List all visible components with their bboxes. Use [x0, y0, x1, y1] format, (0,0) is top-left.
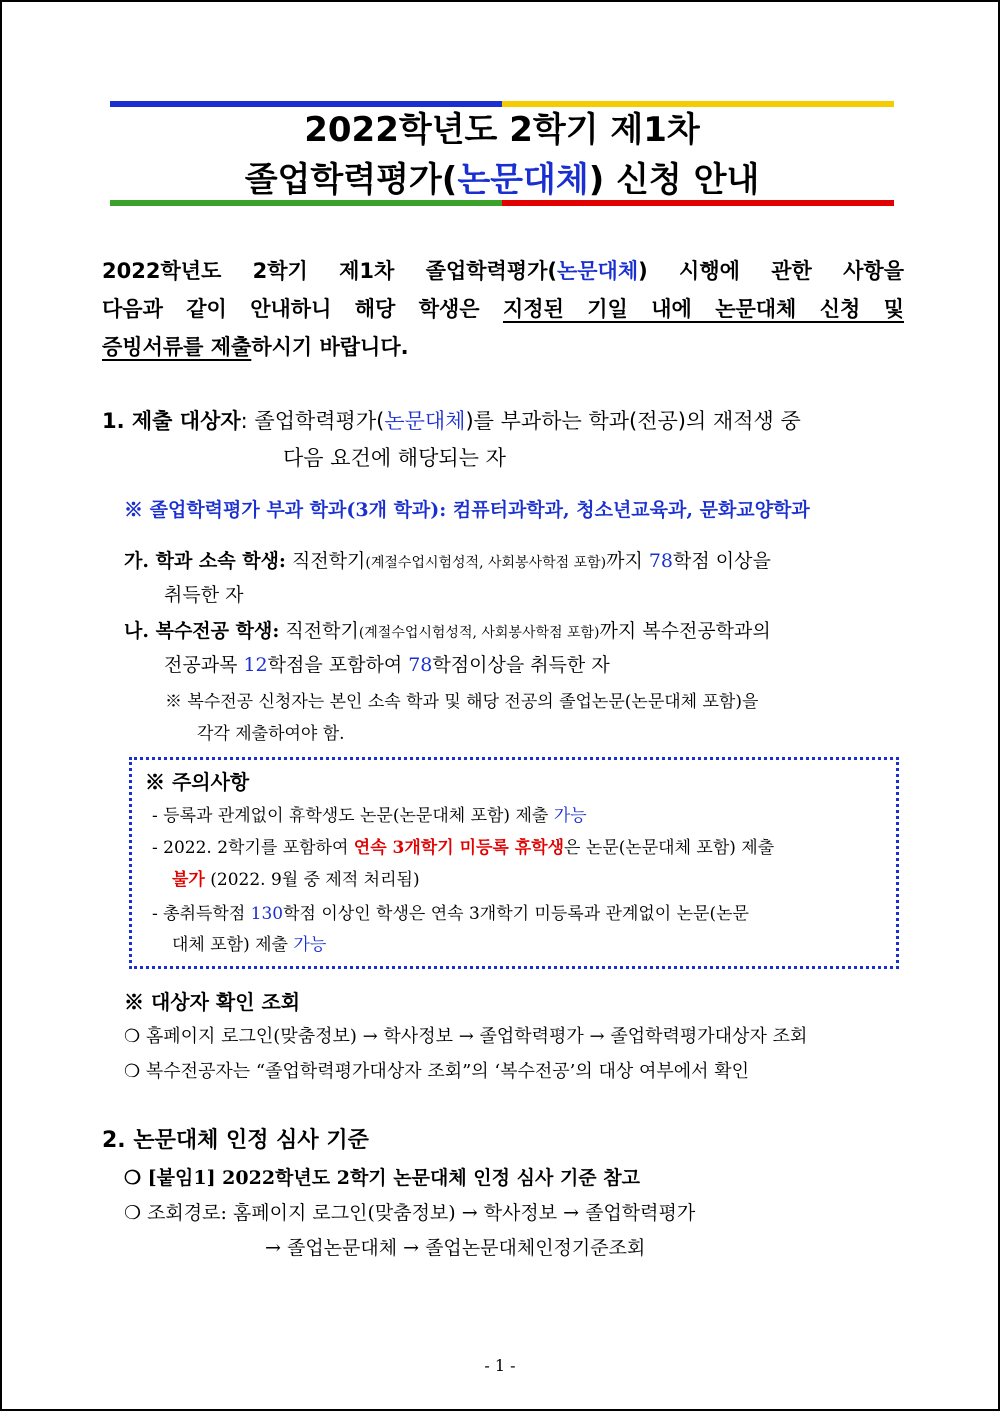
section2-item-2: ❍ 조회경로: 홈페이지 로그인(맞춤정보) → 학사정보 → 졸업학력평가	[124, 1202, 696, 1224]
section1-item-na-note: ※ 복수전공 신청자는 본인 소속 학과 및 해당 전공의 졸업논문(논문대체 포함)을	[165, 692, 759, 712]
section1-item-na-line-2: 전공과목 12학점을 포함하여 78학점이상을 취득한 자	[164, 654, 610, 676]
title-line-1: 2022학년도 2학기 제1차	[304, 110, 700, 150]
caution-item-2: - 2022. 2학기를 포함하여 연속 3개학기 미등록 휴학생은 논문(논문대체 포함) 제출	[152, 838, 775, 858]
section1-item-na: 나. 복수전공 학생: 직전학기(계절수업시험성적, 사회봉사학점 포함)까지 복수전공학과의	[124, 620, 771, 642]
title-bar-top-blue	[110, 101, 502, 107]
section1-department-note: ※ 졸업학력평가 부과 학과(3개 학과): 컴퓨터과학과, 청소년교육과, 문화교양학과	[124, 499, 810, 521]
title-bar-bottom-green	[110, 200, 502, 206]
caution-item-2-line-2: 불가 (2022. 9월 중 제적 처리됨)	[172, 870, 420, 890]
target-check-item-1: ❍ 홈페이지 로그인(맞춤정보) → 학사정보 → 졸업학력평가 → 졸업학력평가대상자 조회	[124, 1026, 808, 1047]
section1-heading: 1. 제출 대상자: 졸업학력평가(논문대체)를 부과하는 학과(전공)의 재적생 중	[102, 409, 801, 433]
caution-item-1: - 등록과 관계없이 휴학생도 논문(논문대체 포함) 제출 가능	[152, 806, 587, 826]
section2-item-3: → 졸업논문대체 → 졸업논문대체인정기준조회	[265, 1237, 646, 1259]
caution-item-3-line-2: 대체 포함) 제출 가능	[172, 935, 327, 955]
title-line-2: 졸업학력평가(논문대체) 신청 안내	[244, 160, 760, 200]
target-check-item-2: ❍ 복수전공자는 “졸업학력평가대상자 조회”의 ‘복수전공’의 대상 여부에서 확인	[124, 1061, 750, 1082]
section2-heading: 2. 논문대체 인정 심사 기준	[102, 1128, 369, 1153]
intro-line-1: 2022학년도 2학기 제1차 졸업학력평가(논문대체) 시행에 관한 사항을	[102, 259, 904, 283]
section1-item-na-note-line-2: 각각 제출하여야 함.	[197, 724, 345, 744]
intro-line-2: 다음과 같이 안내하니 해당 학생은 지정된 기일 내에 논문대체 신청 및	[102, 297, 904, 321]
title-bar-bottom-red	[502, 200, 894, 206]
intro-line-3: 증빙서류를 제출하시기 바랍니다.	[102, 335, 409, 359]
section1-heading-line-2: 다음 요건에 해당되는 자	[283, 446, 506, 470]
target-check-title: ※ 대상자 확인 조회	[124, 990, 301, 1014]
section2-item-1: ❍ [붙임1] 2022학년도 2학기 논문대체 인정 심사 기준 참고	[124, 1167, 640, 1189]
title-bar-top-yellow	[502, 101, 894, 107]
page-number: - 1 -	[484, 1356, 516, 1375]
caution-item-3: - 총취득학점 130학점 이상인 학생은 연속 3개학기 미등록과 관계없이 논문(논문	[152, 904, 749, 924]
caution-title: ※ 주의사항	[145, 770, 250, 794]
section1-item-ga: 가. 학과 소속 학생: 직전학기(계절수업시험성적, 사회봉사학점 포함)까지 78학점 이상을	[124, 550, 771, 572]
section1-item-ga-line-2: 취득한 자	[164, 584, 244, 606]
